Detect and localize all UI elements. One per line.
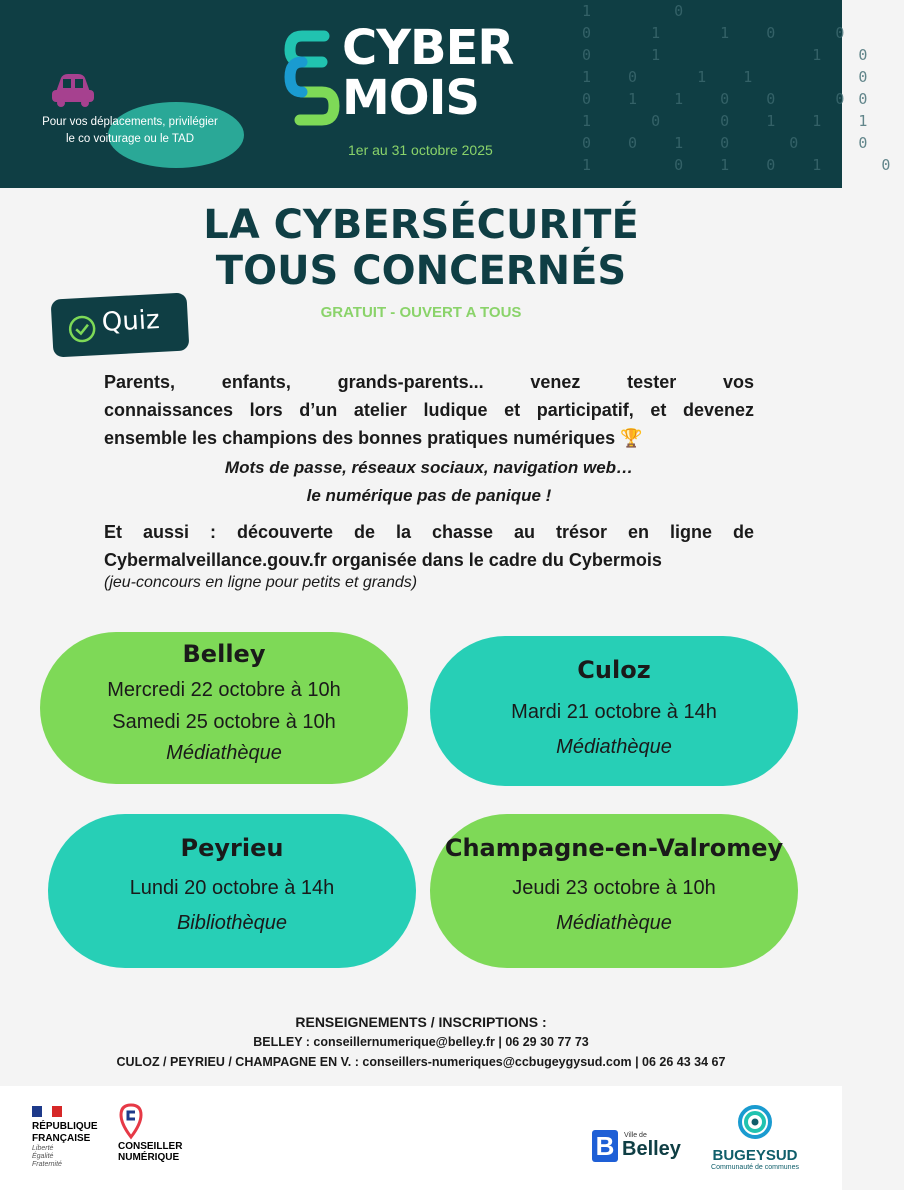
session-date: Mercredi 22 octobre à 10h <box>107 679 341 701</box>
session-peyrieu <box>48 814 416 968</box>
intro-paragraph: Parents, enfants, grands-parents... venez tester vos connaissances lors d’un atelier ludique et participatif, et devenez ensemble les champions des bonnes pratiques numériques 🏆 <box>104 372 754 448</box>
treasure-hunt-paragraph: Et aussi : découverte de la chasse au trésor en ligne de Cybermalveillance.gouv.fr organisée dans le cadre du Cybermois <box>104 522 754 570</box>
session-date: Lundi 20 octobre à 14h <box>129 877 335 899</box>
session-place: Médiathèque <box>556 736 672 758</box>
page-title: LA CYBERSÉCURITÉ TOUS CONCERNÉS <box>203 202 639 294</box>
quiz-badge <box>51 292 190 357</box>
footer-logos <box>0 1086 842 1190</box>
republique-francaise-logo: RÉPUBLIQUE FRANÇAISE Liberté Égalité Fraternité <box>32 1106 122 1169</box>
intro-tagline: Mots de passe, réseaux sociaux, navigation web… le numérique pas de panique ! <box>224 458 634 505</box>
conseiller-numerique-logo: CONSEILLER NUMÉRIQUE <box>118 1104 198 1163</box>
binary-decoration: 1 0 0 1 1 0 0 0 1 1 0 1 0 1 1 0 0 1 1 0 0 00 1 0 0 1 1 1 0 0 1 0 0 0 1 0 1 0 1 0 <box>582 2 904 174</box>
session-champagne <box>430 814 798 968</box>
event-dates: 1er au 31 octobre 2025 <box>348 142 493 158</box>
ville-de-belley-logo: B Ville de Belley <box>592 1130 682 1166</box>
transport-notice <box>20 70 240 170</box>
session-date: Jeudi 23 octobre à 10h <box>512 877 716 899</box>
free-open-subtitle: GRATUIT - OUVERT A TOUS <box>320 304 522 321</box>
session-city: Champagne-en-Valromey <box>444 834 784 862</box>
contact-belley: BELLEY : conseillernumerique@belley.fr | 06 29 30 77 73 <box>253 1035 589 1049</box>
session-date: Mardi 21 octobre à 14h <box>511 701 717 723</box>
session-date: Samedi 25 octobre à 10h <box>112 711 336 733</box>
french-flag-icon <box>32 1106 62 1117</box>
bugeysud-logo: BUGEYSUD Communauté de communes <box>700 1104 810 1171</box>
contact-others: CULOZ / PEYRIEU / CHAMPAGNE EN V. : conseillers-numeriques@ccbugeygysud.com | 06 26 43 34 67 <box>116 1055 726 1069</box>
session-place: Médiathèque <box>166 742 282 764</box>
belley-b-icon: B <box>592 1130 618 1162</box>
session-city: Culoz <box>577 656 651 684</box>
transport-text: Pour vos déplacements, privilégier le co voiturage ou le TAD <box>42 116 218 145</box>
bugeysud-swirl-icon <box>735 1104 775 1140</box>
session-city: Belley <box>182 640 266 668</box>
quiz-label: Quiz <box>101 304 161 338</box>
contact-heading: RENSEIGNEMENTS / INSCRIPTIONS : <box>295 1014 547 1030</box>
check-circle-icon <box>67 314 96 343</box>
treasure-hunt-note: (jeu-concours en ligne pour petits et grands) <box>104 574 418 591</box>
location-pin-icon <box>120 1104 142 1138</box>
cybermois-logo-icon <box>284 28 340 128</box>
contact-info <box>0 1012 842 1072</box>
session-place: Bibliothèque <box>176 912 288 934</box>
cybermois-logo <box>284 22 554 162</box>
header-banner <box>0 0 904 188</box>
logo-wordmark: CYBER MOIS <box>342 20 514 126</box>
session-belley <box>40 632 408 784</box>
car-icon <box>48 70 98 108</box>
session-culoz <box>430 636 798 786</box>
session-city: Peyrieu <box>180 834 284 862</box>
session-place: Médiathèque <box>556 912 672 934</box>
